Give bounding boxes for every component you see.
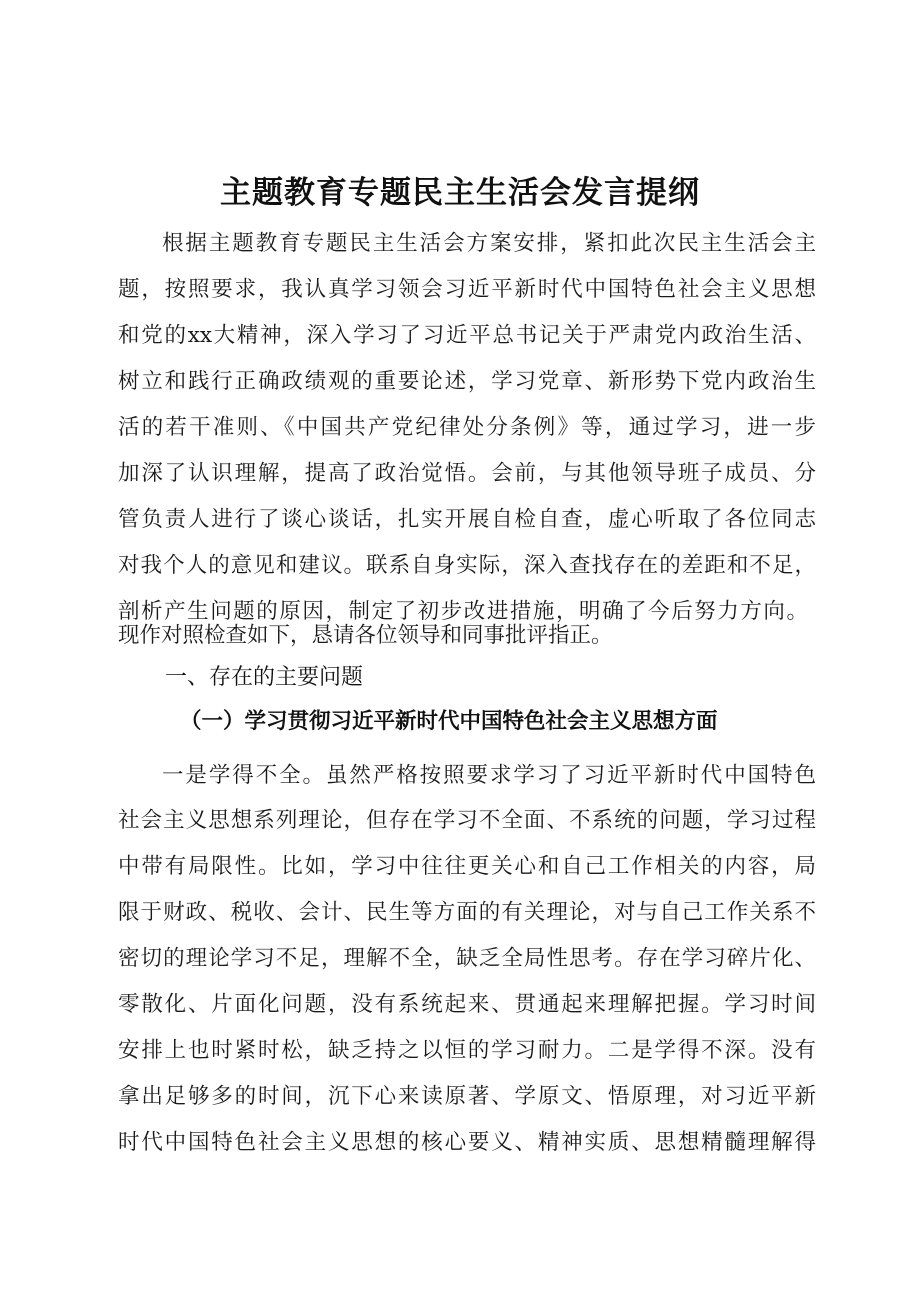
intro-line-6: 加深了认识理解，提高了政治觉悟。会前，与其他领导班子成员、分 (118, 461, 816, 486)
intro-line-2: 题，按照要求，我认真学习领会习近平新时代中国特色社会主义思想 (118, 277, 816, 302)
intro-line-10: 现作对照检查如下，恳请各位领导和同事批评指正。 (118, 623, 613, 648)
body-line-5: 密切的理论学习不足，理解不全，缺乏全局性思考。存在学习碎片化、 (118, 946, 816, 971)
body-line-7: 安排上也时紧时松，缺乏持之以恒的学习耐力。二是学得不深。没有 (118, 1038, 816, 1063)
body-line-3: 中带有局限性。比如，学习中往往更关心和自己工作相关的内容，局 (118, 854, 816, 879)
intro-line-8: 对我个人的意见和建议。联系自身实际，深入查找存在的差距和不足， (118, 553, 816, 578)
intro-line-9: 剖析产生问题的原因，制定了初步改进措施，明确了今后努力方向。 (118, 599, 808, 624)
subsection-heading: （一）学习贯彻习近平新时代中国特色社会主义思想方面 (180, 709, 718, 734)
body-line-2: 社会主义思想系列理论，但存在学习不全面、不系统的问题，学习过程 (118, 808, 816, 833)
body-line-1: 一是学得不全。虽然严格按照要求学习了习近平新时代中国特色 (162, 763, 816, 788)
document-title: 主题教育专题民主生活会发言提纲 (220, 175, 700, 211)
intro-line-7: 管负责人进行了谈心谈话，扎实开展自检自查，虚心听取了各位同志 (118, 507, 816, 532)
body-line-9: 时代中国特色社会主义思想的核心要义、精神实质、思想精髓理解得 (118, 1130, 816, 1155)
intro-line-1: 根据主题教育专题民主生活会方案安排，紧扣此次民主生活会主 (162, 231, 816, 256)
intro-line-5: 活的若干准则、《中国共产党纪律处分条例》等，通过学习，进一步 (118, 415, 816, 440)
intro-line-4: 树立和践行正确政绩观的重要论述，学习党章、新形势下党内政治生 (118, 369, 816, 394)
body-line-8: 拿出足够多的时间，沉下心来读原著、学原文、悟原理，对习近平新 (118, 1084, 816, 1109)
body-line-6: 零散化、片面化问题，没有系统起来、贯通起来理解把握。学习时间 (118, 992, 816, 1017)
section-heading: 一、存在的主要问题 (165, 665, 364, 690)
body-line-4: 限于财政、税收、会计、民生等方面的有关理论，对与自己工作关系不 (118, 900, 816, 925)
intro-line-3: 和党的xx大精神，深入学习了习近平总书记关于严肃党内政治生活、 (118, 323, 816, 348)
